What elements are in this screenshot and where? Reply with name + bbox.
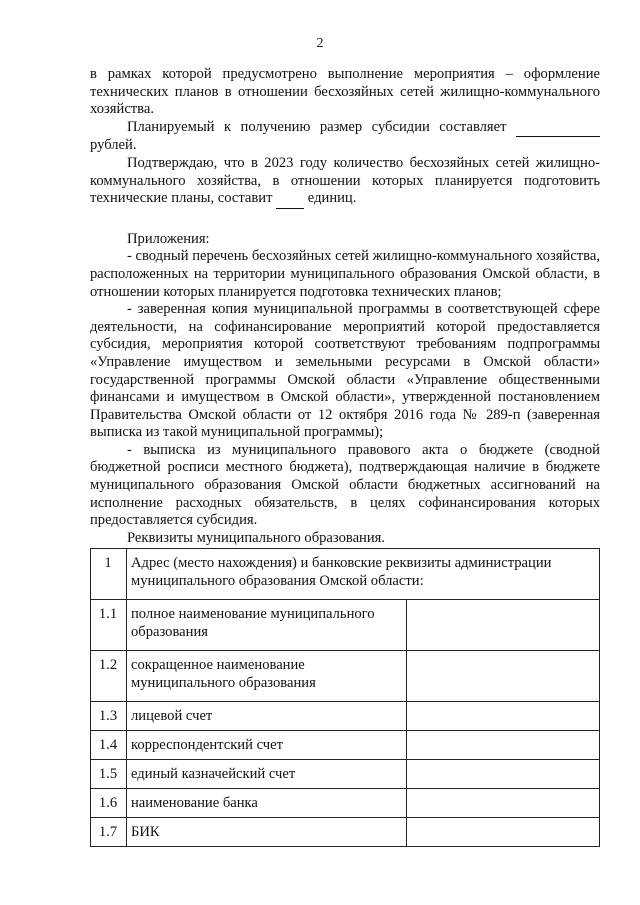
row-value-field[interactable]	[407, 651, 600, 702]
page-number: 2	[316, 36, 324, 51]
row-value-field[interactable]	[407, 702, 600, 731]
row-label: корреспондентский счет	[127, 731, 407, 760]
row-label: БИК	[127, 818, 407, 847]
table-row	[91, 789, 600, 818]
networks-count-unit: единиц.	[307, 190, 357, 207]
row-value-field[interactable]	[407, 600, 600, 651]
row-value-field[interactable]	[407, 789, 600, 818]
networks-count-text: Подтверждаю, что в 2023 году количество бесхозяйных сетей жилищно-коммунального хозяйства, в отношении которых планируется подготовить технические планы, составит	[90, 154, 600, 207]
row-label: лицевой счет	[127, 702, 407, 731]
row-num: 1.3	[91, 702, 127, 731]
subsidy-amount-unit: рублей.	[90, 137, 137, 154]
paragraph-networks-count	[90, 155, 600, 209]
paragraph-program-scope: в рамках которой предусмотрено выполнение мероприятия – оформление технических планов в отношении бесхозяйных сетей жилищно-коммунального хозяйства.	[90, 66, 600, 118]
row-label: наименование банка	[127, 789, 407, 818]
row-label: сокращенное наименование муниципального образования	[127, 651, 407, 702]
table-row	[91, 600, 600, 651]
row-num: 1.5	[91, 760, 127, 789]
table-row	[91, 818, 600, 847]
subsidy-amount-text: Планируемый к получению размер субсидии составляет	[127, 118, 507, 135]
table-row	[91, 702, 600, 731]
row-value-field[interactable]	[407, 760, 600, 789]
row-num: 1.2	[91, 651, 127, 702]
attachment-item-2: - заверенная копия муниципальной программы в соответствующей сфере деятельности, на софинансирование мероприятий которой предоставляется субсидия, мероприятия которой соответствуют требованиям подпрограммы «Управление имуществом и земельными ресурсами в Омской области» государственной программы Омской области «Управление общественными финансами и имуществом в Омской области», утвержденной постановлением Правительства Омской области от 12 октября 2016 года № 289-п (заверенная выписка из такой муниципальной программы);	[90, 301, 600, 441]
requisites-title: Реквизиты муниципального образования.	[127, 529, 386, 546]
subsidy-amount-blank	[516, 119, 600, 138]
row-label: единый казначейский счет	[127, 760, 407, 789]
table-header-text: Адрес (место нахождения) и банковские реквизиты администрации муниципального образования Омской области:	[127, 549, 600, 600]
table-row	[91, 731, 600, 760]
attachments-title: Приложения:	[127, 230, 210, 247]
table-row	[91, 760, 600, 789]
networks-count-blank	[276, 190, 304, 209]
row-num: 1.6	[91, 789, 127, 818]
row-value-field[interactable]	[407, 731, 600, 760]
requisites-table	[90, 548, 600, 847]
row-num: 1.7	[91, 818, 127, 847]
table-row	[91, 651, 600, 702]
document-body	[90, 66, 600, 547]
attachment-item-1: - сводный перечень бесхозяйных сетей жилищно-коммунального хозяйства, расположенных на территории муниципального образования Омской области, в отношении которых планируется подготовка технических планов;	[90, 248, 600, 300]
attachment-item-3: - выписка из муниципального правового акта о бюджете (сводной бюджетной росписи местного бюджета), подтверждающая наличие в бюджете муниципального образования Омской области бюджетных ассигнований на исполнение расходных обязательств, в целях софинансирования которых предоставляется субсидия.	[90, 441, 600, 529]
table-header-num: 1	[91, 549, 127, 600]
row-value-field[interactable]	[407, 818, 600, 847]
table-header-row	[91, 549, 600, 600]
row-num: 1.1	[91, 600, 127, 651]
row-label: полное наименование муниципального образования	[127, 600, 407, 651]
paragraph-subsidy-amount	[90, 119, 600, 155]
row-num: 1.4	[91, 731, 127, 760]
